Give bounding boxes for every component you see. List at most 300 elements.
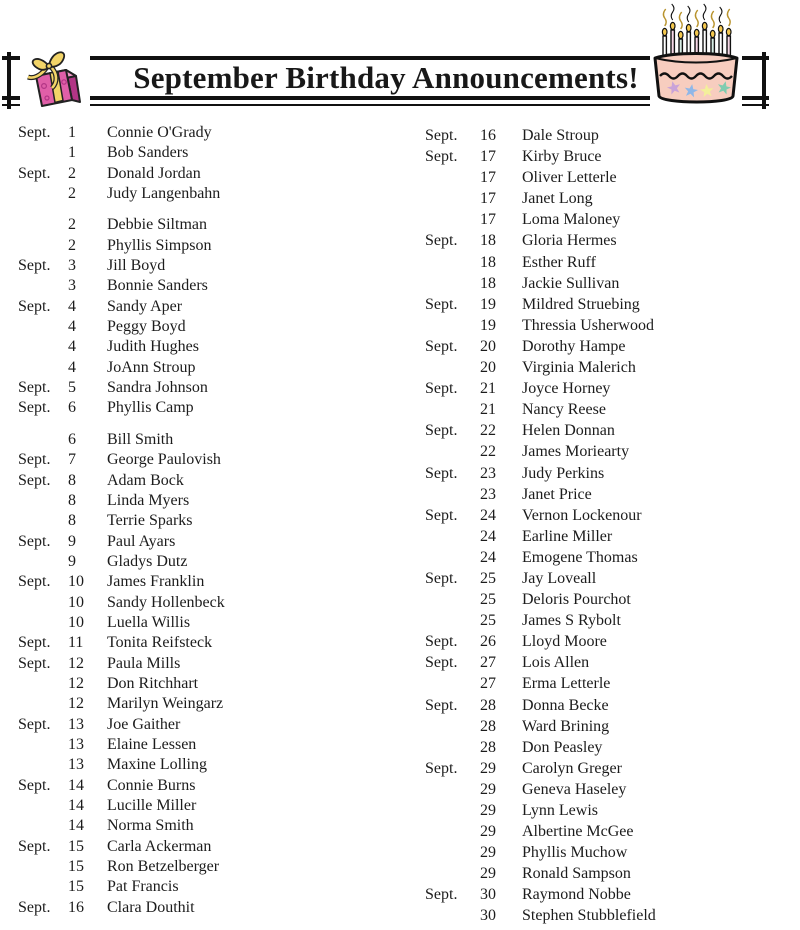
month-label: Sept. xyxy=(425,232,458,250)
person-name: Jay Loveall xyxy=(522,569,597,587)
column-right xyxy=(425,126,795,928)
day-number: 14 xyxy=(68,797,84,814)
day-number: 12 xyxy=(68,654,84,672)
birthday-row xyxy=(18,358,408,378)
birthday-row xyxy=(425,527,795,548)
person-name: Ronald Sampson xyxy=(522,865,631,883)
day-number: 29 xyxy=(480,865,496,883)
day-number: 12 xyxy=(68,674,84,692)
person-name: Judith Hughes xyxy=(107,338,199,356)
person-name: Ward Brining xyxy=(522,717,610,735)
month-label: Sept. xyxy=(18,898,51,916)
day-number: 21 xyxy=(480,380,496,398)
day-number: 27 xyxy=(480,675,496,693)
day-number: 29 xyxy=(480,823,496,841)
birthday-row xyxy=(18,816,408,836)
month-label xyxy=(18,317,68,337)
person-name: Jill Boyd xyxy=(107,257,166,275)
day-number: 10 xyxy=(68,573,84,591)
month-label xyxy=(425,674,480,695)
month-label xyxy=(18,511,68,531)
birthday-row xyxy=(425,316,795,337)
birthday-row xyxy=(425,590,795,611)
month-label xyxy=(18,276,68,296)
day-number: 30 xyxy=(480,907,496,925)
month-label: Sept. xyxy=(18,654,51,672)
day-number: 17 xyxy=(480,148,496,166)
person-name: Carla Ackerman xyxy=(107,837,212,855)
birthday-row xyxy=(18,491,408,511)
birthday-row xyxy=(425,548,795,569)
person-name: Connie Burns xyxy=(107,776,196,794)
person-name: Stephen Stubblefield xyxy=(522,907,656,925)
birthday-row xyxy=(18,276,408,296)
birthday-row xyxy=(18,633,408,653)
birthday-row xyxy=(18,471,408,491)
birthday-row xyxy=(18,337,408,357)
day-number: 4 xyxy=(68,338,76,356)
banner-border-right xyxy=(762,52,766,109)
month-label xyxy=(18,593,68,613)
birthday-row xyxy=(425,906,795,927)
person-name: Erma Letterle xyxy=(522,675,611,693)
day-number: 20 xyxy=(480,359,496,377)
month-label xyxy=(425,801,480,822)
person-name: Tonita Reifsteck xyxy=(107,634,213,652)
birthday-row xyxy=(425,506,795,527)
person-name: Phyllis Muchow xyxy=(522,844,628,862)
day-number: 29 xyxy=(480,759,496,777)
birthday-row xyxy=(425,421,795,442)
birthday-row xyxy=(18,755,408,775)
person-name: Don Ritchhart xyxy=(107,674,199,692)
birthday-row xyxy=(425,822,795,843)
month-label: Sept. xyxy=(18,471,51,489)
birthday-row xyxy=(425,400,795,421)
month-label: Sept. xyxy=(18,715,51,733)
day-number: 19 xyxy=(480,295,496,313)
month-label: Sept. xyxy=(18,532,51,550)
month-label xyxy=(425,548,480,569)
day-number: 6 xyxy=(68,430,76,448)
birthday-row xyxy=(18,552,408,572)
month-label: Sept. xyxy=(18,379,51,397)
month-label xyxy=(18,816,68,836)
month-label: Sept. xyxy=(425,422,458,440)
month-label xyxy=(18,236,68,256)
month-label xyxy=(18,491,68,511)
day-number: 13 xyxy=(68,735,84,753)
month-label xyxy=(425,442,480,463)
month-label xyxy=(425,189,480,210)
day-number: 13 xyxy=(68,715,84,733)
person-name: Albertine McGee xyxy=(522,823,634,841)
person-name: James Franklin xyxy=(107,573,205,591)
day-number: 28 xyxy=(480,738,496,756)
month-label xyxy=(425,168,480,189)
birthday-row xyxy=(18,694,408,714)
day-number: 9 xyxy=(68,552,76,570)
day-number: 12 xyxy=(68,695,84,713)
month-label xyxy=(425,358,480,379)
birthday-row xyxy=(425,485,795,506)
month-label: Sept. xyxy=(425,337,458,355)
person-name: Dale Stroup xyxy=(522,127,599,144)
day-number: 18 xyxy=(480,232,496,250)
day-number: 15 xyxy=(68,837,84,855)
birthday-row xyxy=(425,885,795,906)
person-name: Debbie Siltman xyxy=(107,216,207,234)
day-number: 23 xyxy=(480,485,496,503)
person-name: Mildred Struebing xyxy=(522,295,640,313)
person-name: Carolyn Greger xyxy=(522,759,622,777)
day-number: 24 xyxy=(480,506,496,524)
day-number: 3 xyxy=(68,257,76,275)
birthday-row xyxy=(18,572,408,592)
person-name: Elaine Lessen xyxy=(107,735,197,753)
person-name: Pat Francis xyxy=(107,878,179,896)
birthday-row xyxy=(425,780,795,801)
day-number: 26 xyxy=(480,633,496,651)
person-name: Phyllis Camp xyxy=(107,399,194,417)
birthday-row xyxy=(425,801,795,822)
day-number: 30 xyxy=(480,886,496,904)
birthday-row xyxy=(425,464,795,485)
birthday-row xyxy=(18,715,408,735)
day-number: 2 xyxy=(68,236,76,254)
month-label: Sept. xyxy=(425,633,458,651)
month-label xyxy=(425,864,480,885)
month-label: Sept. xyxy=(425,148,458,166)
page-title: September Birthday Announcements! xyxy=(133,60,639,95)
month-label: Sept. xyxy=(425,569,458,587)
day-number: 15 xyxy=(68,878,84,896)
person-name: Luella Willis xyxy=(107,613,191,631)
birthday-row xyxy=(18,123,408,143)
month-label xyxy=(425,527,480,548)
person-name: Joe Gaither xyxy=(107,715,181,733)
birthday-row xyxy=(425,147,795,168)
birthday-row xyxy=(425,274,795,295)
birthday-row xyxy=(425,864,795,885)
month-label: Sept. xyxy=(425,886,458,904)
month-label: Sept. xyxy=(18,297,51,315)
month-label xyxy=(18,857,68,877)
person-name: Judy Langenbahn xyxy=(107,185,221,203)
person-name: Esther Ruff xyxy=(522,253,596,271)
month-label xyxy=(425,485,480,506)
month-label xyxy=(425,316,480,337)
person-name: Clara Douthit xyxy=(107,898,195,916)
day-number: 10 xyxy=(68,613,84,631)
day-number: 25 xyxy=(480,591,496,609)
day-number: 16 xyxy=(480,127,496,144)
person-name: Gloria Hermes xyxy=(522,232,617,250)
month-label: Sept. xyxy=(18,124,51,141)
person-name: Lois Allen xyxy=(522,654,590,672)
day-number: 24 xyxy=(480,527,496,545)
month-label xyxy=(425,590,480,611)
month-label xyxy=(425,611,480,632)
month-label xyxy=(18,674,68,694)
day-number: 20 xyxy=(480,337,496,355)
month-label: Sept. xyxy=(425,127,458,144)
month-label xyxy=(18,796,68,816)
day-number: 25 xyxy=(480,569,496,587)
month-label xyxy=(425,780,480,801)
person-name: James S Rybolt xyxy=(522,612,621,630)
month-label: Sept. xyxy=(18,451,51,469)
birthday-row xyxy=(18,837,408,857)
month-label xyxy=(425,822,480,843)
birthday-row xyxy=(18,674,408,694)
month-label xyxy=(18,877,68,897)
birthday-row xyxy=(425,126,795,147)
day-number: 1 xyxy=(68,124,76,141)
day-number: 10 xyxy=(68,593,84,611)
birthday-row xyxy=(425,674,795,695)
day-number: 21 xyxy=(480,401,496,419)
person-name: Janet Price xyxy=(522,485,592,503)
month-label: Sept. xyxy=(18,837,51,855)
birthday-row xyxy=(18,796,408,816)
day-number: 3 xyxy=(68,277,76,295)
day-number: 18 xyxy=(480,253,496,271)
person-name: Adam Bock xyxy=(107,471,184,489)
month-label xyxy=(425,400,480,421)
person-name: Vernon Lockenour xyxy=(522,506,642,524)
month-label xyxy=(18,755,68,775)
day-number: 19 xyxy=(480,316,496,334)
person-name: Terrie Sparks xyxy=(107,512,193,530)
birthday-row xyxy=(18,654,408,674)
birthday-row xyxy=(18,256,408,276)
birthday-row xyxy=(18,593,408,613)
month-label xyxy=(18,184,68,204)
birthday-row xyxy=(425,843,795,864)
day-number: 28 xyxy=(480,696,496,714)
day-number: 2 xyxy=(68,185,76,203)
person-name: Maxine Lolling xyxy=(107,756,207,774)
month-label xyxy=(18,215,68,235)
day-number: 29 xyxy=(480,780,496,798)
day-number: 22 xyxy=(480,443,496,461)
birthday-row xyxy=(425,337,795,358)
month-label xyxy=(18,552,68,572)
birthday-row xyxy=(18,776,408,796)
person-name: Helen Donnan xyxy=(522,422,615,440)
person-name: Virginia Malerich xyxy=(522,359,636,377)
birthday-row xyxy=(18,297,408,317)
person-name: Phyllis Simpson xyxy=(107,236,212,254)
birthday-row xyxy=(425,189,795,210)
row-spacer xyxy=(18,419,408,430)
day-number: 18 xyxy=(480,274,496,292)
birthday-row xyxy=(18,857,408,877)
person-name: Norma Smith xyxy=(107,817,194,835)
month-label: Sept. xyxy=(425,506,458,524)
person-name: Lloyd Moore xyxy=(522,633,607,651)
person-name: Bonnie Sanders xyxy=(107,277,208,295)
day-number: 22 xyxy=(480,422,496,440)
month-label xyxy=(18,430,68,450)
person-name: Dorothy Hampe xyxy=(522,337,626,355)
day-number: 9 xyxy=(68,532,76,550)
day-number: 14 xyxy=(68,817,84,835)
day-number: 29 xyxy=(480,802,496,819)
month-label: Sept. xyxy=(18,164,51,182)
day-number: 2 xyxy=(68,216,76,234)
month-label: Sept. xyxy=(425,380,458,398)
day-number: 8 xyxy=(68,491,76,509)
birthday-row xyxy=(425,759,795,780)
month-label xyxy=(425,274,480,295)
birthday-row xyxy=(425,210,795,231)
month-label xyxy=(18,143,68,163)
day-number: 16 xyxy=(68,898,84,916)
birthday-row xyxy=(425,168,795,189)
birthday-row xyxy=(425,231,795,252)
person-name: George Paulovish xyxy=(107,451,221,469)
day-number: 13 xyxy=(68,756,84,774)
month-label: Sept. xyxy=(18,634,51,652)
column-left xyxy=(18,123,408,918)
person-name: Bill Smith xyxy=(107,430,174,448)
person-name: Linda Myers xyxy=(107,491,190,509)
person-name: Don Peasley xyxy=(522,738,603,756)
month-label xyxy=(425,738,480,759)
person-name: Deloris Pourchot xyxy=(522,591,631,609)
birthday-row xyxy=(425,569,795,590)
day-number: 2 xyxy=(68,164,76,182)
person-name: Janet Long xyxy=(522,190,593,208)
month-label xyxy=(425,210,480,231)
person-name: Raymond Nobbe xyxy=(522,886,631,904)
day-number: 1 xyxy=(68,144,76,162)
month-label xyxy=(18,337,68,357)
birthday-row xyxy=(18,735,408,755)
person-name: Earline Miller xyxy=(522,527,613,545)
birthday-row xyxy=(18,398,408,418)
month-label xyxy=(425,843,480,864)
birthday-row xyxy=(18,317,408,337)
month-label: Sept. xyxy=(18,573,51,591)
month-label: Sept. xyxy=(425,696,458,714)
person-name: Loma Maloney xyxy=(522,211,621,229)
day-number: 17 xyxy=(480,190,496,208)
birthday-row xyxy=(425,717,795,738)
person-name: Geneva Haseley xyxy=(522,780,627,798)
person-name: Peggy Boyd xyxy=(107,318,186,336)
birthday-row xyxy=(18,236,408,256)
person-name: Nancy Reese xyxy=(522,401,606,419)
day-number: 6 xyxy=(68,399,76,417)
day-number: 25 xyxy=(480,612,496,630)
month-label: Sept. xyxy=(425,295,458,313)
birthday-row xyxy=(425,358,795,379)
month-label: Sept. xyxy=(425,654,458,672)
birthday-row xyxy=(425,611,795,632)
birthday-row xyxy=(18,613,408,633)
birthday-row xyxy=(18,215,408,235)
birthday-row xyxy=(18,877,408,897)
day-number: 24 xyxy=(480,548,496,566)
person-name: Bob Sanders xyxy=(107,144,189,162)
person-name: Paula Mills xyxy=(107,654,181,672)
person-name: Paul Ayars xyxy=(107,532,176,550)
birthday-row xyxy=(18,378,408,398)
day-number: 17 xyxy=(480,169,496,187)
day-number: 7 xyxy=(68,451,76,469)
day-number: 14 xyxy=(68,776,84,794)
birthday-row xyxy=(18,511,408,531)
person-name: Oliver Letterle xyxy=(522,169,617,187)
day-number: 23 xyxy=(480,464,496,482)
person-name: Donald Jordan xyxy=(107,164,201,182)
birthday-row xyxy=(18,143,408,163)
person-name: Lynn Lewis xyxy=(522,802,598,819)
day-number: 4 xyxy=(68,358,76,376)
birthday-row xyxy=(18,164,408,184)
birthday-row xyxy=(425,295,795,316)
day-number: 4 xyxy=(68,297,76,315)
person-name: Marilyn Weingarz xyxy=(107,695,224,713)
day-number: 15 xyxy=(68,858,84,876)
birthday-row xyxy=(425,632,795,653)
month-label xyxy=(425,253,480,274)
person-name: Joyce Horney xyxy=(522,380,611,398)
month-label xyxy=(18,735,68,755)
row-spacer xyxy=(18,204,408,215)
person-name: Sandra Johnson xyxy=(107,379,208,397)
month-label xyxy=(425,906,480,927)
month-label: Sept. xyxy=(18,257,51,275)
day-number: 27 xyxy=(480,654,496,672)
birthday-cake-icon xyxy=(650,2,742,114)
person-name: Connie O'Grady xyxy=(107,124,212,141)
birthday-row xyxy=(425,696,795,717)
month-label: Sept. xyxy=(18,399,51,417)
birthday-row xyxy=(18,184,408,204)
person-name: Thressia Usherwood xyxy=(522,316,654,334)
person-name: Jackie Sullivan xyxy=(522,274,620,292)
day-number: 29 xyxy=(480,844,496,862)
person-name: JoAnn Stroup xyxy=(107,358,196,376)
birthday-row xyxy=(425,253,795,274)
day-number: 5 xyxy=(68,379,76,397)
month-label xyxy=(18,694,68,714)
birthday-row xyxy=(425,738,795,759)
day-number: 4 xyxy=(68,318,76,336)
month-label xyxy=(18,613,68,633)
birthday-row xyxy=(425,379,795,400)
birthday-row xyxy=(425,653,795,674)
day-number: 8 xyxy=(68,512,76,530)
day-number: 8 xyxy=(68,471,76,489)
person-name: James Moriearty xyxy=(522,443,630,461)
person-name: Donna Becke xyxy=(522,696,609,714)
month-label: Sept. xyxy=(425,759,458,777)
month-label: Sept. xyxy=(18,776,51,794)
birthday-row xyxy=(18,430,408,450)
person-name: Emogene Thomas xyxy=(522,548,638,566)
day-number: 17 xyxy=(480,211,496,229)
person-name: Sandy Hollenbeck xyxy=(107,593,225,611)
person-name: Kirby Bruce xyxy=(522,148,602,166)
birthday-row xyxy=(425,442,795,463)
person-name: Ron Betzelberger xyxy=(107,858,220,876)
day-number: 11 xyxy=(68,634,84,652)
